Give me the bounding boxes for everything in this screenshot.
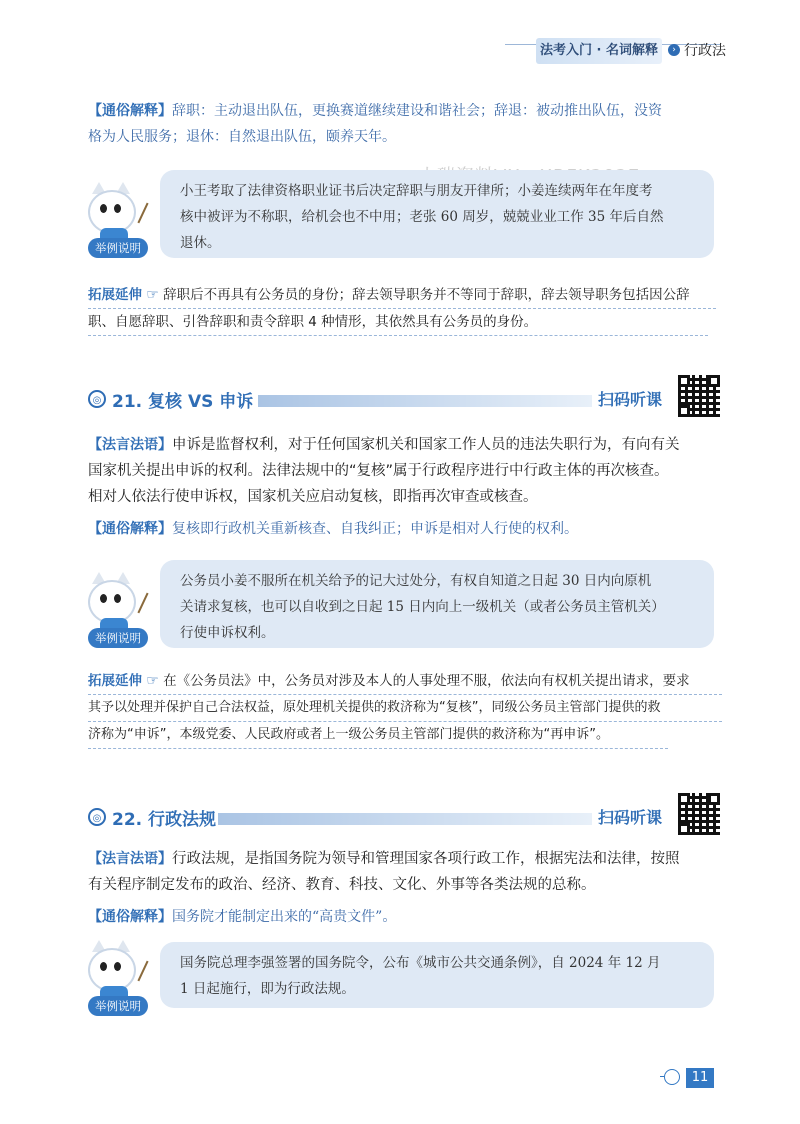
example-label: 举例说明 <box>88 238 148 258</box>
extend-line: 辞职后不再具有公务员的身份；辞去领导职务并不等同于辞职，辞去领导职务包括因公辞 <box>163 287 690 303</box>
example-line: 退休。 <box>180 235 221 251</box>
extend-line: 其予以处理并保护自己合法权益，原处理机关提供的救济称为“复核”，同级公务员主管部门提供的救 <box>88 695 722 722</box>
section-number-icon: ◎ <box>88 390 106 408</box>
example-line: 1 日起施行，即为行政法规。 <box>180 981 355 997</box>
plain-tag: 【通俗解释】 <box>88 521 172 537</box>
page-number: 11 <box>686 1068 714 1088</box>
page-circle-icon <box>664 1069 680 1085</box>
law-line: 相对人依法行使申诉权，国家机关应启动复核，即指再次审查或核查。 <box>88 489 538 505</box>
example-text-22 <box>180 950 710 1002</box>
example-label: 举例说明 <box>88 996 148 1016</box>
extend-line: 职、自愿辞职、引咎辞职和责令辞职 4 种情形，其依然具有公务员的身份。 <box>88 309 708 336</box>
header-category: 行政法 <box>684 43 726 59</box>
example-text-1 <box>180 178 710 256</box>
chevron-right-icon: › <box>668 44 680 56</box>
extend-label: 拓展延伸 <box>88 673 142 689</box>
example-text-21 <box>180 568 710 646</box>
section-title-22: 22. 行政法规 <box>112 810 217 830</box>
law-tag: 【法言法语】 <box>88 851 172 867</box>
extend-line: 在《公务员法》中，公务员对涉及本人的人事处理不服，依法向有权机关提出请求，要求 <box>163 673 690 689</box>
plain-line: 辞职：主动退出队伍，更换赛道继续建设和谐社会；辞退：被动推出队伍，没资 <box>172 103 662 119</box>
hand-point-icon: ☞ <box>146 673 159 689</box>
extend-line: 济称为“申诉”，本级党委、人民政府或者上一级公务员主管部门提供的救济称为“再申诉”。 <box>88 722 668 749</box>
extend-label: 拓展延伸 <box>88 287 142 303</box>
example-label: 举例说明 <box>88 628 148 648</box>
plain-tag: 【通俗解释】 <box>88 103 172 119</box>
plain-explanation-21 <box>88 516 728 542</box>
plain-line: 复核即行政机关重新核查、自我纠正；申诉是相对人行使的权利。 <box>172 521 578 537</box>
qr-code-icon[interactable] <box>678 793 720 835</box>
example-line: 行使申诉权利。 <box>180 625 275 641</box>
extend-block-1 <box>88 282 716 336</box>
plain-explanation-1 <box>88 98 728 150</box>
example-line: 核中被评为不称职，给机会也不中用；老张 60 周岁，兢兢业业工作 35 年后自然 <box>180 209 664 225</box>
section-title-21: 21. 复核 VS 申诉 <box>112 392 254 412</box>
section-bar <box>258 395 592 407</box>
law-text-22 <box>88 846 728 898</box>
header-book-tab: 法考入门 · 名词解释 <box>536 38 662 64</box>
hand-point-icon: ☞ <box>146 287 159 303</box>
example-line: 关请求复核，也可以自收到之日起 15 日内向上一级机关（或者公务员主管机关） <box>180 599 665 615</box>
scan-to-listen[interactable]: 扫码听课 <box>598 808 663 827</box>
scan-to-listen[interactable]: 扫码听课 <box>598 390 663 409</box>
example-line: 小王考取了法律资格职业证书后决定辞职与朋友开律所；小姜连续两年在年度考 <box>180 183 653 199</box>
section-number-icon: ◎ <box>88 808 106 826</box>
law-text-21 <box>88 432 728 510</box>
law-tag: 【法言法语】 <box>88 437 172 453</box>
plain-explanation-22 <box>88 904 728 930</box>
law-line: 申诉是监督权利，对于任何国家机关和国家工作人员的违法失职行为，有向有关 <box>172 437 680 453</box>
plain-tag: 【通俗解释】 <box>88 909 172 925</box>
law-line: 国家机关提出申诉的权利。法律法规中的“复核”属于行政程序进行中行政主体的再次核查。 <box>88 463 669 479</box>
section-bar <box>218 813 592 825</box>
law-line: 行政法规，是指国务院为领导和管理国家各项行政工作，根据宪法和法律，按照 <box>172 851 680 867</box>
law-line: 有关程序制定发布的政治、经济、教育、科技、文化、外事等各类法规的总称。 <box>88 877 596 893</box>
plain-line: 格为人民服务；退休：自然退出队伍，颐养天年。 <box>88 129 396 145</box>
example-line: 公务员小姜不服所在机关给予的记大过处分，有权自知道之日起 30 日内向原机 <box>180 573 652 589</box>
qr-code-icon[interactable] <box>678 375 720 417</box>
example-line: 国务院总理李强签署的国务院令，公布《城市公共交通条例》，自 2024 年 12 月 <box>180 955 661 971</box>
extend-block-21 <box>88 668 722 749</box>
plain-line: 国务院才能制定出来的“高贵文件”。 <box>172 909 397 925</box>
